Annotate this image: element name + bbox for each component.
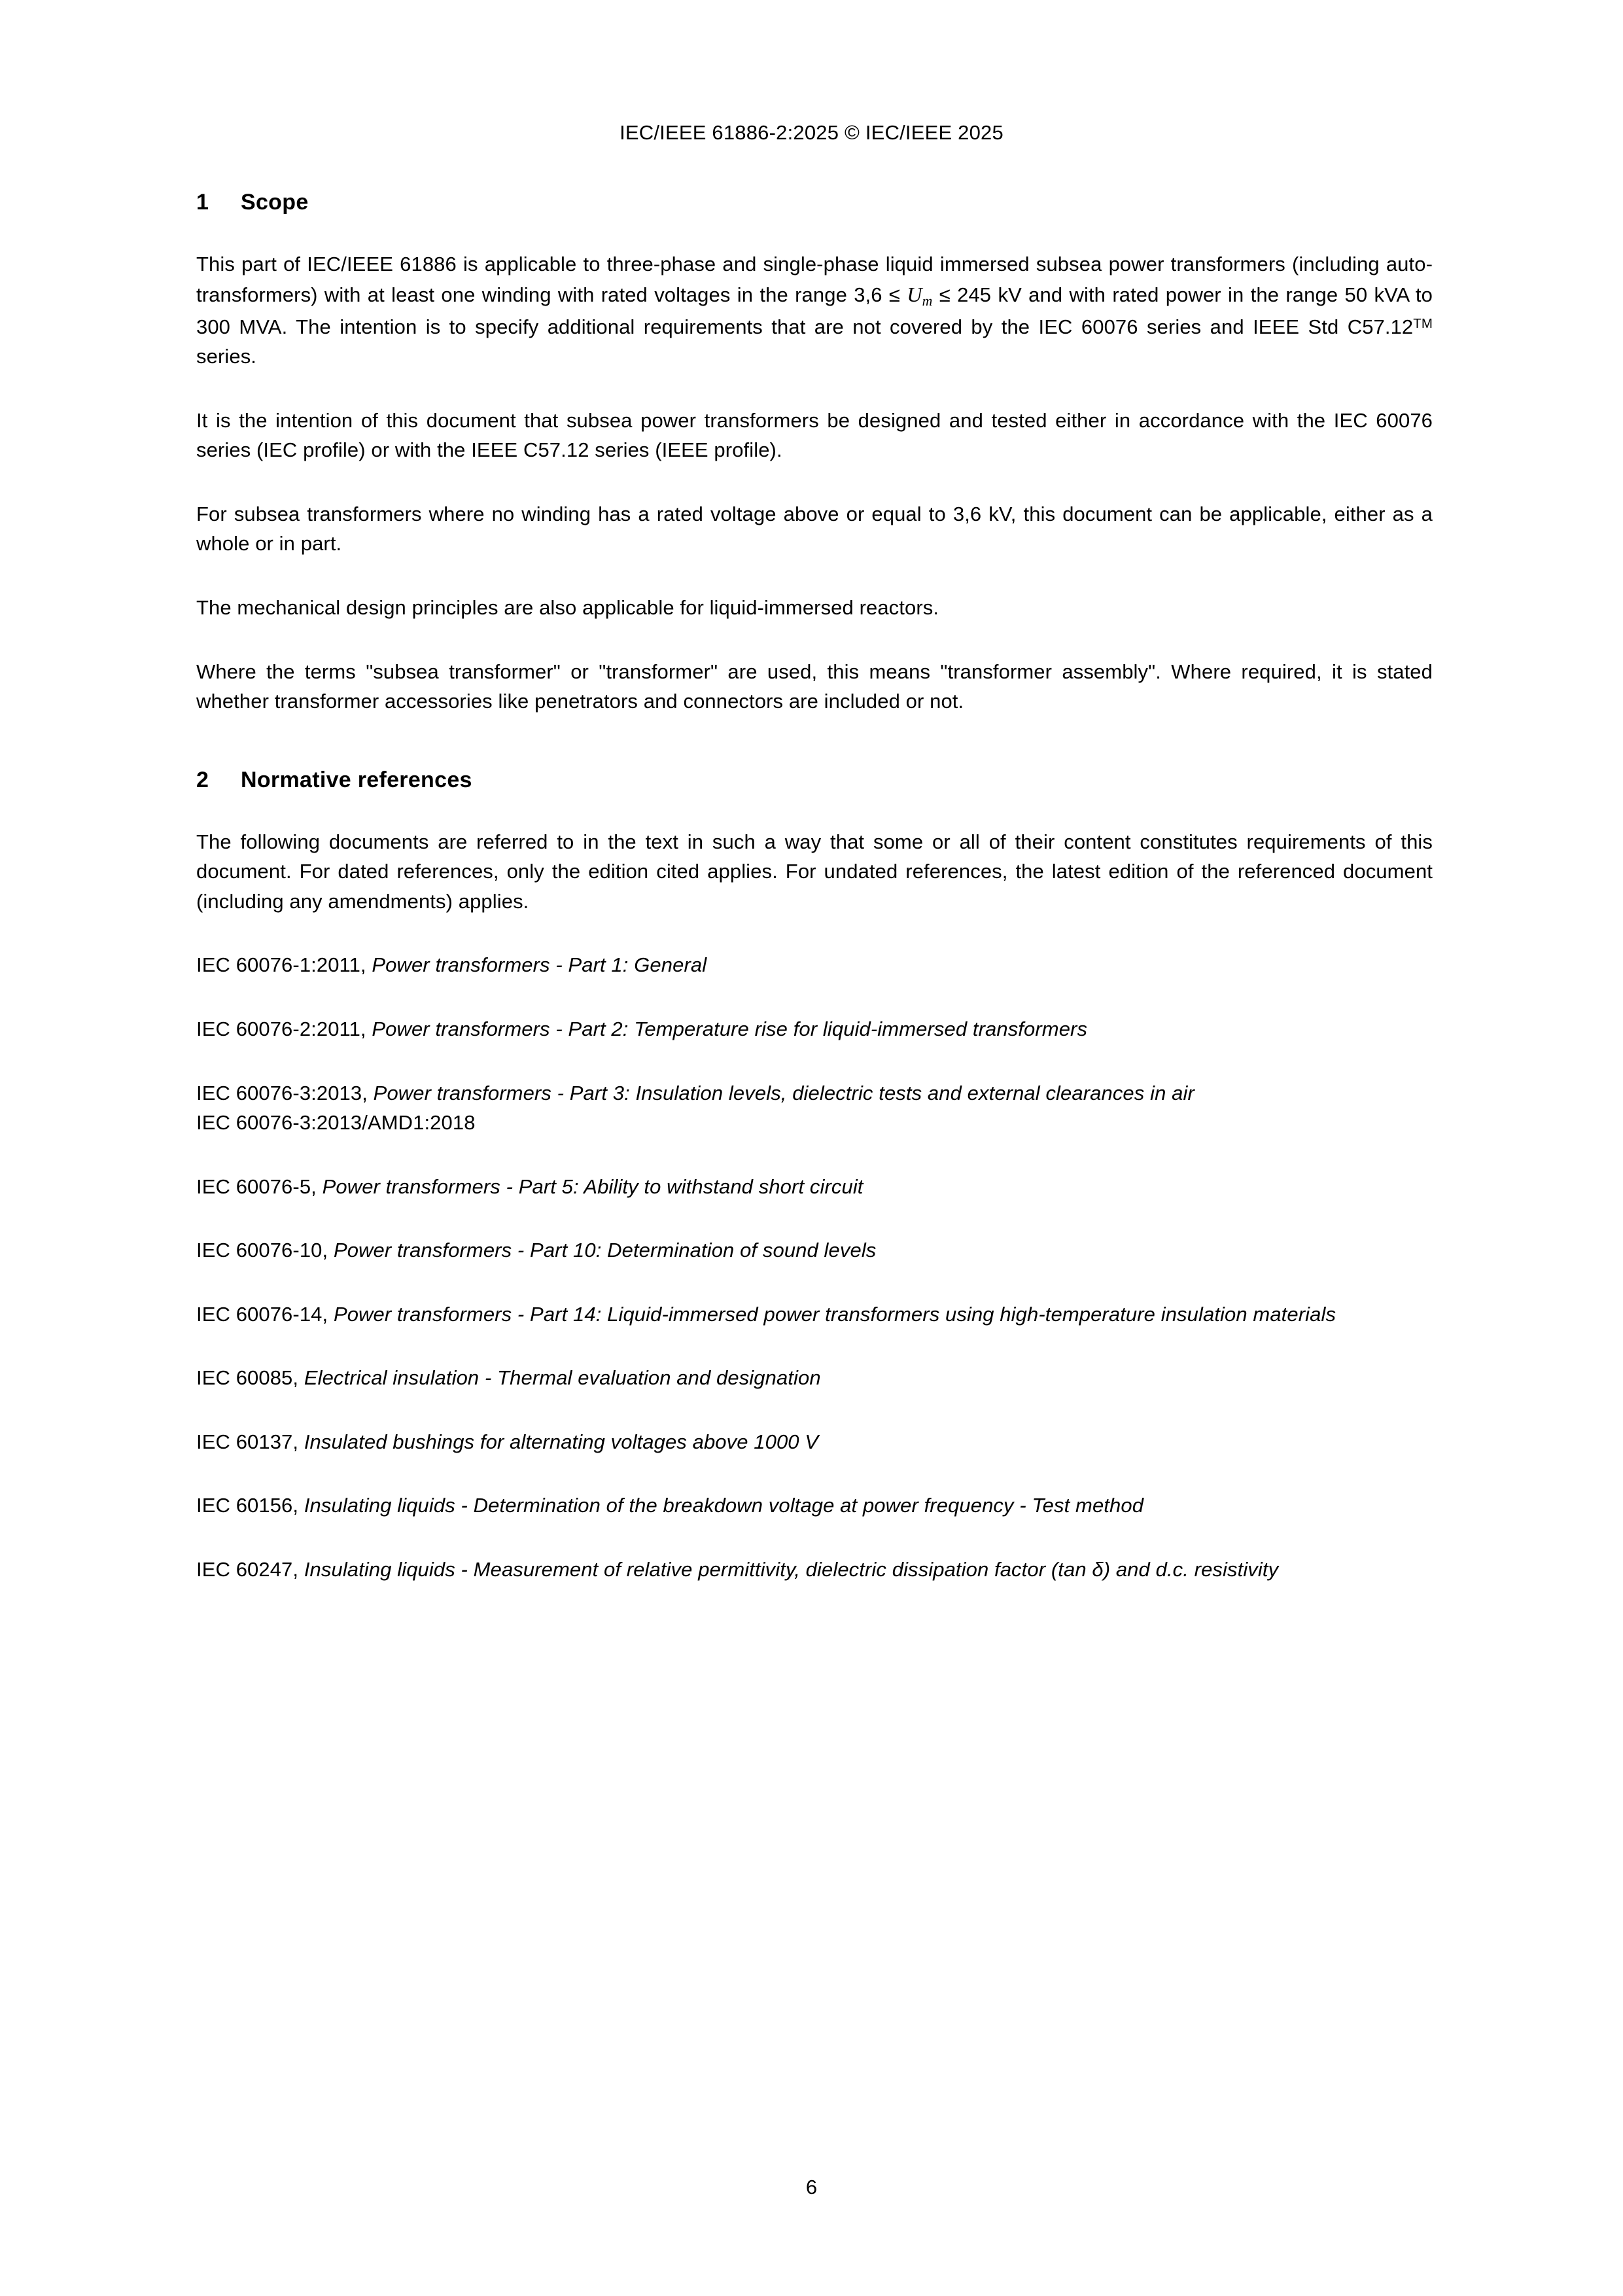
reference-id: IEC 60156,: [196, 1494, 304, 1517]
reference-title: Insulating liquids - Determination of the breakdown voltage at power frequency - Test method: [304, 1494, 1144, 1517]
reference-id: IEC 60076-14,: [196, 1302, 334, 1326]
reference-item: [196, 1491, 1433, 1521]
reference-item: [196, 950, 1433, 980]
reference-id: IEC 60076-2:2011,: [196, 1017, 372, 1040]
reference-title: Power transformers - Part 2: Temperature rise for liquid-immersed transformers: [372, 1017, 1088, 1040]
reference-item: [196, 1299, 1433, 1330]
reference-item: [196, 1014, 1433, 1044]
clause-2-title: Normative references: [241, 767, 472, 792]
reference-item: [196, 1172, 1433, 1202]
reference-id: IEC 60076-5,: [196, 1174, 323, 1198]
clause-2-number: 2: [196, 767, 209, 792]
reference-item: [196, 1363, 1433, 1393]
normative-intro: The following documents are referred to in the text in such a way that some or all of their content constitutes requirements of this document. For dated references, only the edition cited applies. For undated references, the latest edition of the referenced document (including any amendments) applies.: [196, 830, 1433, 913]
scope-paragraph-1: [196, 249, 1433, 372]
scope-p1-part-c: series.: [196, 345, 257, 368]
clause-2-heading: [196, 768, 1433, 793]
reference-title: Insulated bushings for alternating voltages above 1000 V: [304, 1430, 819, 1453]
reference-title: Power transformers - Part 10: Determination of sound levels: [333, 1239, 877, 1262]
reference-title: Power transformers - Part 14: Liquid-immersed power transformers using high-temperature insulation materials: [333, 1302, 1336, 1326]
symbol-um: [907, 282, 933, 309]
scope-p1-part-b: ≤ 245 kV and with rated power in the range 50 kVA to 300 MVA. The intention is to specify additional requirements that are not covered by the IEC 60076 series and IEEE Std C57.12: [196, 283, 1433, 338]
scope-paragraph-4: The mechanical design principles are also applicable for liquid-immersed reactors.: [196, 596, 939, 619]
reference-id: IEC 60076-10,: [196, 1239, 334, 1262]
reference-id: IEC 60076-1:2011,: [196, 953, 372, 977]
symbol-um-subscript: m: [922, 292, 933, 309]
reference-title: Power transformers - Part 3: Insulation levels, dielectric tests and external clearances in air: [373, 1081, 1195, 1104]
reference-item: [196, 1427, 1433, 1457]
reference-title: Electrical insulation - Thermal evaluation and designation: [304, 1366, 821, 1390]
scope-paragraph-2: It is the intention of this document that subsea power transformers be designed and tested either in accordance with the IEC 60076 series (IEC profile) or with the IEEE C57.12 series (IEEE profile).: [196, 408, 1433, 462]
page-content: [196, 190, 1433, 1585]
clause-1-number: 1: [196, 190, 209, 215]
page-number: 6: [805, 2176, 818, 2199]
reference-item: [196, 1235, 1433, 1265]
clause-1-heading: [196, 190, 1433, 215]
trademark-superscript: TM: [1413, 315, 1433, 331]
reference-item: [196, 1078, 1433, 1108]
reference-title: Power transformers - Part 1: General: [372, 953, 707, 977]
scope-paragraph-3: For subsea transformers where no winding has a rated voltage above or equal to 3,6 kV, this document can be applicable, either as a whole or in part.: [196, 502, 1433, 556]
reference-title: Insulating liquids - Measurement of relative permittivity, dielectric dissipation factor (tan δ) and d.c. resistivity: [304, 1558, 1279, 1581]
page-header: IEC/IEEE 61886-2:2025 © IEC/IEEE 2025: [620, 121, 1003, 144]
reference-title: Power transformers - Part 5: Ability to withstand short circuit: [322, 1174, 864, 1198]
reference-id: IEC 60137,: [196, 1430, 304, 1453]
symbol-um-base: U: [907, 282, 922, 306]
reference-id: IEC 60085,: [196, 1366, 304, 1390]
scope-p1-part-a: This part of IEC/IEEE 61886 is applicable to three-phase and single-phase liquid immersed subsea power transformers (including auto-transformers) with at least one winding with rated voltages in the range 3,6 ≤: [196, 253, 1433, 306]
reference-item: [196, 1555, 1433, 1585]
reference-amendment: IEC 60076-3:2013/AMD1:2018: [196, 1111, 476, 1135]
reference-id: IEC 60076-3:2013,: [196, 1081, 374, 1104]
scope-paragraph-5: Where the terms "subsea transformer" or "transformer" are used, this means "transformer assembly". Where required, it is stated whether transformer accessories like penetrators and connectors are included or not.: [196, 660, 1433, 713]
reference-id: IEC 60247,: [196, 1558, 304, 1581]
clause-1-title: Scope: [241, 190, 309, 215]
